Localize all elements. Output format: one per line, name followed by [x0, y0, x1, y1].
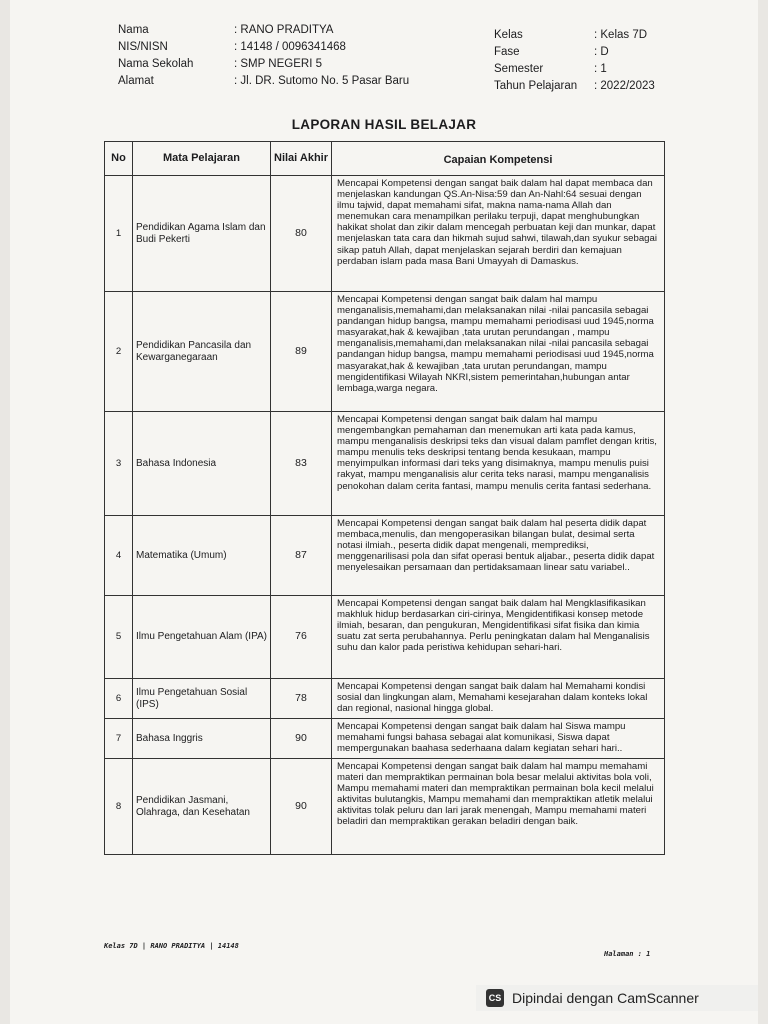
subject-name: Bahasa Indonesia [133, 412, 271, 516]
competency-text: Mencapai Kompetensi dengan sangat baik dalam hal Mengklasifikasikan makhluk hidup berdasarkan ciri-cirinya, Mengidentifikasi konsep metode ilmiah, besaran, dan pengukuran, Mengidentifikasi sifat fisika dan kimia suatu zat serta perubahannya. Perlu peningkatan dalam hal Menganalisis suhu dan kalor pada peristiwa kehidupan sehari-hari. [332, 596, 665, 679]
header-score: Nilai Akhir [271, 142, 332, 176]
subject-name: Bahasa Inggris [133, 719, 271, 759]
camscanner-label: Dipindai dengan CamScanner [512, 990, 699, 1006]
info-row-year: Tahun Pelajaran : 2022/2023 [494, 80, 655, 92]
subject-name: Pendidikan Jasmani, Olahraga, dan Kesehatan [133, 759, 271, 855]
competency-text: Mencapai Kompetensi dengan sangat baik dalam hal mampu memahami materi dan mempraktikan permainan bola besar melalui aktivitas bola voli, Mampu memahami materi dan mempraktikan permainan bola kecil melalui aktivitas bulutangkis, Mampu memahami dan mempraktikan atletik melalui aktivitas tolak peluru dan lari jarak menengah, Mampu memahami materi beladiri dan mempraktikan gerakan beladiri dengan baik. [332, 759, 665, 855]
row-number: 2 [105, 292, 133, 412]
row-number: 1 [105, 176, 133, 292]
header-subject: Mata Pelajaran [133, 142, 271, 176]
student-info [118, 22, 409, 90]
final-score: 78 [271, 679, 332, 719]
info-row-address: Alamat : Jl. DR. Sutomo No. 5 Pasar Baru [118, 75, 410, 87]
row-number: 8 [105, 759, 133, 855]
table-row [105, 516, 665, 596]
footer-student-info: Kelas 7D | RANO PRADITYA | 14148 [104, 942, 239, 950]
competency-text: Mencapai Kompetensi dengan sangat baik dalam hal peserta didik dapat membaca,menulis, dan mengoperasikan bilangan bulat, desimal serta notasi ilmiah., peserta didik dapat mengenali, memprediksi, menggenarilisasi pola dan sifat operasi bentuk aljabar., peserta didik dapat menyelesaikan persamaan dan pertidaksamaan linear satu variabel.. [332, 516, 665, 596]
camscanner-watermark [476, 985, 758, 1011]
subject-name: Pendidikan Pancasila dan Kewarganegaraan [133, 292, 271, 412]
info-row-name: Nama : RANO PRADITYA [118, 24, 334, 36]
row-number: 4 [105, 516, 133, 596]
table-row [105, 176, 665, 292]
subject-name: Ilmu Pengetahuan Sosial (IPS) [133, 679, 271, 719]
info-row-semester: Semester : 1 [494, 63, 607, 75]
row-number: 6 [105, 679, 133, 719]
grades-table [104, 141, 665, 855]
table-row [105, 679, 665, 719]
competency-text: Mencapai Kompetensi dengan sangat baik dalam hal dapat membaca dan menjelaskan kandungan QS.An-Nisa:59 dan An-Nahl:64 sesuai dengan ilmu tajwid, dapat memahami sifat, makna nama-nama Allah dan menemukan cara menampilkan perilaku terpuji, dapat menghubungkan hakikat sholat dan zikir dalam mencegah perbuatan keji dan munkar, dapat menjelaskan tata cara dan hikmah sujud sahwi, tilawah,dan syukur sebagai sikap patuh Allah, dapat menjelaskan sejarah berdiri dan kemajuan perdaban islam pada masa Bani Umayyah di Damaskus. [332, 176, 665, 292]
row-number: 7 [105, 719, 133, 759]
class-info [494, 27, 655, 95]
final-score: 83 [271, 412, 332, 516]
final-score: 90 [271, 719, 332, 759]
camscanner-logo-icon: CS [486, 989, 504, 1007]
footer-page-number: Halaman : 1 [604, 950, 651, 958]
info-row-school: Nama Sekolah : SMP NEGERI 5 [118, 58, 322, 70]
final-score: 76 [271, 596, 332, 679]
info-row-phase: Fase : D [494, 46, 609, 58]
header-no: No [105, 142, 133, 176]
final-score: 89 [271, 292, 332, 412]
header-competency: Capaian Kompetensi [332, 142, 665, 176]
table-row [105, 759, 665, 855]
table-header-row [105, 142, 665, 176]
final-score: 87 [271, 516, 332, 596]
subject-name: Matematika (Umum) [133, 516, 271, 596]
competency-text: Mencapai Kompetensi dengan sangat baik dalam hal mampu menganalisis,memahami,dan melaksanakan nilai -nilai pancasila sebagai pandangan hidup bangsa, mampu memahami periodisasi uud 1945,norma masyarakat,hak & kewajiban ,tata urutan perundangan , mampu menganalisis,memahami,dan melaksanakan nilai -nilai pancasila sebagai pandangan hidup bangsa, mampu memahami periodisasi uud 1945,norma masyarakat,hak & kewajiban ,tata urutan perundangan, mampu mengidentifikasi Wilayah NKRI,sistem pemerintahan,hubungan antar lembaga,warga negara. [332, 292, 665, 412]
final-score: 80 [271, 176, 332, 292]
table-row [105, 412, 665, 516]
competency-text: Mencapai Kompetensi dengan sangat baik dalam hal Siswa mampu memahami fungsi bahasa sebagai alat komunikasi, Siswa dapat mempergunakan baahasa sederhaana dalam kegiatan sehari hari.. [332, 719, 665, 759]
competency-text: Mencapai Kompetensi dengan sangat baik dalam hal mampu mengembangkan pemahaman dan menemukan arti kata pada kamus, mampu menganalisis deskripsi teks dan visual dalam pamflet dengan kritis, mampu menulis teks deskripsi tentang benda kesukaan, mampu menyimpulkan informasi dari teks yang disimaknya, mampu menulis puisi rakyat, mampu menganalisis alur cerita teks narasi, mampu menganalisis penokohan dalam cerita fantasi, mampu menulis cerita fantasi sederhana. [332, 412, 665, 516]
competency-text: Mencapai Kompetensi dengan sangat baik dalam hal Memahami kondisi sosial dan lingkungan alam, Memahami kesejarahan dalam konteks lokal dan regional, nasional hingga global. [332, 679, 665, 719]
report-title: LAPORAN HASIL BELAJAR [291, 117, 477, 132]
info-row-nis: NIS/NISN : 14148 / 0096341468 [118, 41, 346, 53]
subject-name: Pendidikan Agama Islam dan Budi Pekerti [133, 176, 271, 292]
row-number: 3 [105, 412, 133, 516]
subject-name: Ilmu Pengetahuan Alam (IPA) [133, 596, 271, 679]
table-row [105, 719, 665, 759]
table-row [105, 292, 665, 412]
info-row-class: Kelas : Kelas 7D [494, 29, 648, 41]
row-number: 5 [105, 596, 133, 679]
final-score: 90 [271, 759, 332, 855]
table-row [105, 596, 665, 679]
